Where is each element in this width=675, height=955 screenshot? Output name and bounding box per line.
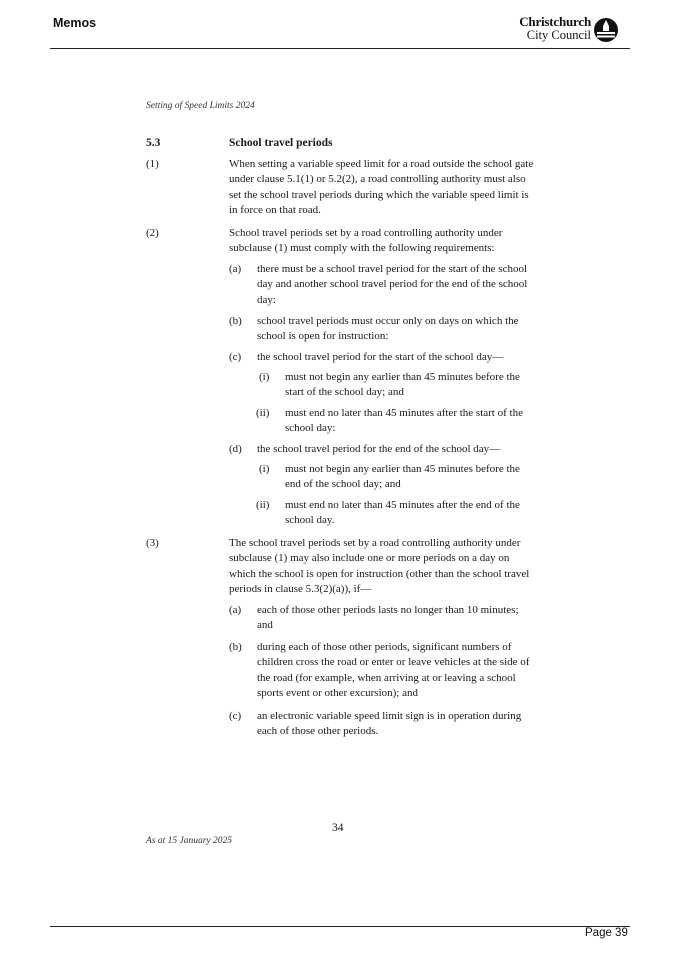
subparagraph-text: must end no later than 45 minutes after the start of the school day: <box>285 407 523 435</box>
paragraph-text: an electronic variable speed limit sign is in operation during each of those other periods. <box>257 710 522 738</box>
subclause-label: (3) <box>146 537 159 549</box>
footer-page-label: Page 39 <box>585 927 628 939</box>
subparagraph-label: (ii) <box>256 407 270 419</box>
header-title: Memos <box>53 16 97 30</box>
paragraph-label: (d) <box>229 443 242 455</box>
header-rule <box>50 48 630 49</box>
paragraph-label: (b) <box>229 315 242 327</box>
logo-line-1: Christchurch <box>519 14 591 29</box>
logo-line-2: City Council <box>526 28 591 42</box>
paragraph-label: (b) <box>229 641 242 653</box>
subparagraph-label: (ii) <box>256 499 270 511</box>
footer-rule <box>50 926 630 927</box>
subclause-text: The school travel periods set by a road controlling authority under subclause (1) may also include one or more periods on a day on which the school is open for instruction (other than the school travel periods in clause 5.3(2)(a)), if— <box>229 537 530 596</box>
paragraph-text: school travel periods must occur only on days on which the school is open for instruction: <box>257 315 519 343</box>
council-logo <box>509 14 621 46</box>
paragraph-label: (a) <box>229 263 242 275</box>
subparagraph-text: must end no later than 45 minutes after the end of the school day. <box>285 499 520 527</box>
section-number: 5.3 <box>146 137 161 149</box>
cathedral-icon <box>593 17 619 43</box>
subclause-text: When setting a variable speed limit for a road outside the school gate under clause 5.1(1) or 5.2(2), a road controlling authority must also set the school travel periods during which the variable speed limit is in force on that road. <box>229 158 534 217</box>
subparagraph-text: must not begin any earlier than 45 minutes before the start of the school day; and <box>285 371 520 399</box>
subparagraph-text: must not begin any earlier than 45 minutes before the end of the school day; and <box>285 463 520 491</box>
paragraph-text: the school travel period for the end of the school day— <box>257 443 501 455</box>
paragraph-text: there must be a school travel period for the start of the school day and another school travel period for the end of the school day: <box>257 263 528 306</box>
section-title: School travel periods <box>229 137 333 149</box>
subclause-text: School travel periods set by a road controlling authority under subclause (1) must comply with the following requirements: <box>229 227 503 255</box>
paragraph-text: each of those other periods lasts no longer than 10 minutes; and <box>257 604 519 632</box>
paragraph-label: (a) <box>229 604 242 616</box>
running-head: Setting of Speed Limits 2024 <box>146 101 255 111</box>
paragraph-label: (c) <box>229 351 242 363</box>
document-page-number: 34 <box>332 822 344 834</box>
subclause-label: (1) <box>146 158 159 170</box>
as-at-date: As at 15 January 2025 <box>146 836 233 846</box>
paragraph-text: the school travel period for the start of the school day— <box>257 351 504 363</box>
subparagraph-label: (i) <box>259 463 270 475</box>
subparagraph-label: (i) <box>259 371 270 383</box>
paragraph-text: during each of those other periods, significant numbers of children cross the road or enter or leave vehicles at the side of the road (for example, when arriving at or leaving a school sports event or other excursion); and <box>257 641 530 700</box>
subclause-label: (2) <box>146 227 159 239</box>
paragraph-label: (c) <box>229 710 242 722</box>
